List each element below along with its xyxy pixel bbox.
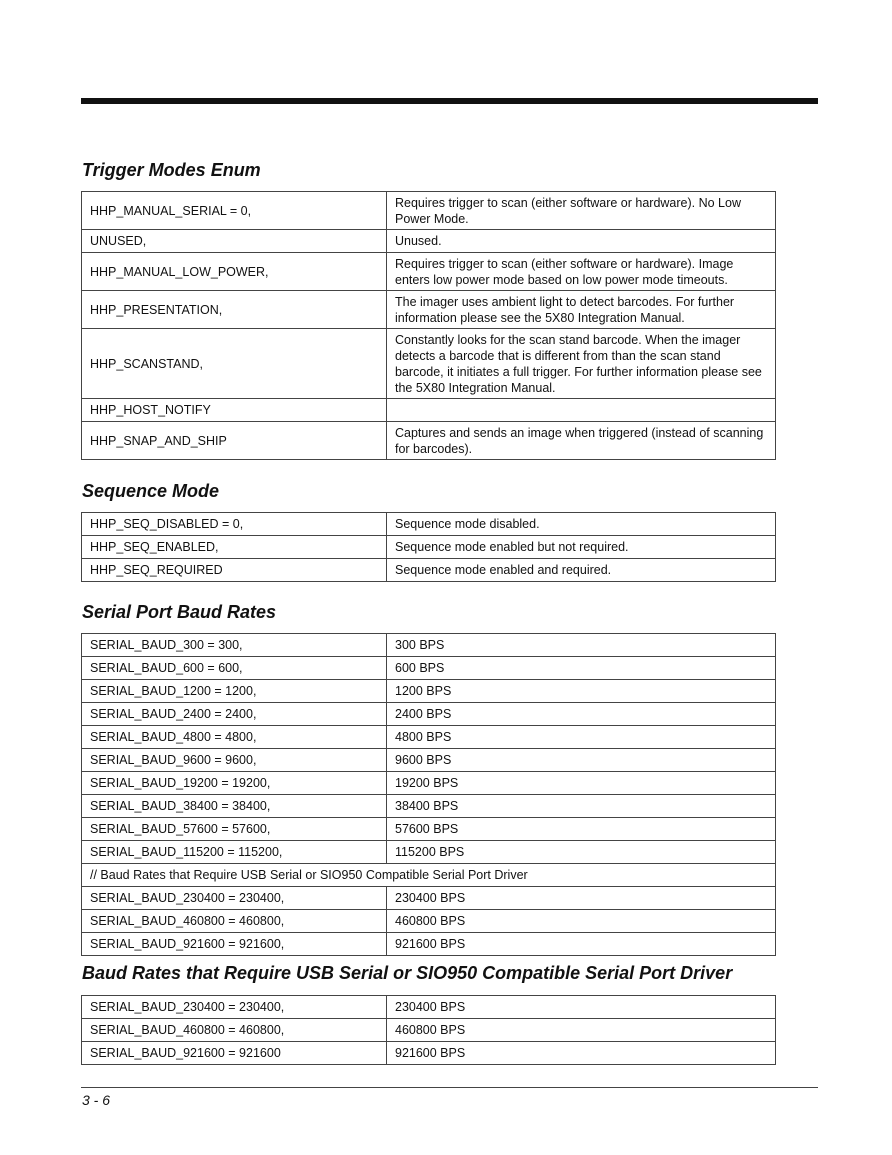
enum-name-cell: HHP_PRESENTATION, <box>82 291 387 329</box>
table-row <box>82 291 776 329</box>
table-row <box>82 887 776 910</box>
enum-desc-cell: Sequence mode enabled and required. <box>387 559 776 582</box>
enum-desc-cell: Captures and sends an image when triggered (instead of scanning for barcodes). <box>387 422 776 460</box>
table-row <box>82 422 776 460</box>
enum-desc-cell: 921600 BPS <box>387 933 776 956</box>
enum-desc-cell: 460800 BPS <box>387 910 776 933</box>
enum-name-cell: HHP_SEQ_ENABLED, <box>82 536 387 559</box>
table-row <box>82 818 776 841</box>
enum-desc-cell: 460800 BPS <box>387 1019 776 1042</box>
enum-desc-cell: Requires trigger to scan (either software or hardware). No Low Power Mode. <box>387 192 776 230</box>
enum-desc-cell: 230400 BPS <box>387 996 776 1019</box>
table-row <box>82 513 776 536</box>
table-row <box>82 634 776 657</box>
table-row <box>82 703 776 726</box>
enum-name-cell: SERIAL_BAUD_19200 = 19200, <box>82 772 387 795</box>
enum-desc-cell: 115200 BPS <box>387 841 776 864</box>
enum-desc-cell: Sequence mode disabled. <box>387 513 776 536</box>
enum-name-cell: SERIAL_BAUD_230400 = 230400, <box>82 996 387 1019</box>
table-row <box>82 559 776 582</box>
enum-name-cell: SERIAL_BAUD_921600 = 921600 <box>82 1042 387 1065</box>
code-comment-cell: // Baud Rates that Require USB Serial or SIO950 Compatible Serial Port Driver <box>82 864 776 887</box>
enum-desc-cell: Constantly looks for the scan stand barcode. When the imager detects a barcode that is different from than the scan stand barcode, it initiates a full trigger. For further information please see the 5X80 Integration Manual. <box>387 329 776 399</box>
table-row <box>82 399 776 422</box>
enum-name-cell: SERIAL_BAUD_230400 = 230400, <box>82 887 387 910</box>
enum-name-cell: HHP_SEQ_REQUIRED <box>82 559 387 582</box>
enum-desc-cell: The imager uses ambient light to detect barcodes. For further information please see the 5X80 Integration Manual. <box>387 291 776 329</box>
enum-desc-cell: 57600 BPS <box>387 818 776 841</box>
section-title-serial-baud-rates: Serial Port Baud Rates <box>82 602 277 622</box>
enum-desc-cell: Requires trigger to scan (either software or hardware). Image enters low power mode based on low power mode timeouts. <box>387 253 776 291</box>
enum-desc-cell: 300 BPS <box>387 634 776 657</box>
table-row <box>82 841 776 864</box>
enum-desc-cell: 9600 BPS <box>387 749 776 772</box>
table-row <box>82 726 776 749</box>
enum-name-cell: SERIAL_BAUD_600 = 600, <box>82 657 387 680</box>
enum-name-cell: SERIAL_BAUD_300 = 300, <box>82 634 387 657</box>
enum-name-cell: SERIAL_BAUD_115200 = 115200, <box>82 841 387 864</box>
table-row <box>82 996 776 1019</box>
enum-name-cell: SERIAL_BAUD_921600 = 921600, <box>82 933 387 956</box>
table-comment-row <box>82 864 776 887</box>
enum-desc-cell: 921600 BPS <box>387 1042 776 1065</box>
table-row <box>82 749 776 772</box>
enum-name-cell: HHP_MANUAL_SERIAL = 0, <box>82 192 387 230</box>
enum-desc-cell: Sequence mode enabled but not required. <box>387 536 776 559</box>
table-row <box>82 795 776 818</box>
enum-name-cell: SERIAL_BAUD_9600 = 9600, <box>82 749 387 772</box>
enum-desc-cell: 4800 BPS <box>387 726 776 749</box>
table-row <box>82 1019 776 1042</box>
table-row <box>82 772 776 795</box>
header-rule <box>81 98 818 104</box>
enum-desc-cell: 2400 BPS <box>387 703 776 726</box>
enum-name-cell: HHP_HOST_NOTIFY <box>82 399 387 422</box>
enum-name-cell: SERIAL_BAUD_1200 = 1200, <box>82 680 387 703</box>
enum-name-cell: SERIAL_BAUD_38400 = 38400, <box>82 795 387 818</box>
enum-desc-cell: Unused. <box>387 230 776 253</box>
footer-rule <box>81 1087 818 1088</box>
enum-name-cell: HHP_SEQ_DISABLED = 0, <box>82 513 387 536</box>
page-number: 3 - 6 <box>82 1092 111 1108</box>
table-row <box>82 680 776 703</box>
table-row <box>82 933 776 956</box>
enum-name-cell: HHP_MANUAL_LOW_POWER, <box>82 253 387 291</box>
usb-baud-rates-table <box>81 995 776 1065</box>
section-title-sequence-mode: Sequence Mode <box>82 481 220 501</box>
enum-name-cell: SERIAL_BAUD_57600 = 57600, <box>82 818 387 841</box>
table-row <box>82 329 776 399</box>
sequence-mode-table <box>81 512 776 582</box>
enum-name-cell: UNUSED, <box>82 230 387 253</box>
table-row <box>82 1042 776 1065</box>
enum-name-cell: HHP_SNAP_AND_SHIP <box>82 422 387 460</box>
enum-desc-cell: 230400 BPS <box>387 887 776 910</box>
enum-name-cell: SERIAL_BAUD_2400 = 2400, <box>82 703 387 726</box>
enum-desc-cell: 38400 BPS <box>387 795 776 818</box>
table-row <box>82 192 776 230</box>
enum-desc-cell: 1200 BPS <box>387 680 776 703</box>
table-row <box>82 230 776 253</box>
table-row <box>82 253 776 291</box>
table-row <box>82 910 776 933</box>
enum-name-cell: SERIAL_BAUD_460800 = 460800, <box>82 1019 387 1042</box>
enum-desc-cell: 600 BPS <box>387 657 776 680</box>
trigger-modes-table <box>81 191 776 460</box>
enum-name-cell: HHP_SCANSTAND, <box>82 329 387 399</box>
table-row <box>82 657 776 680</box>
enum-desc-cell: 19200 BPS <box>387 772 776 795</box>
enum-desc-cell <box>387 399 776 422</box>
section-title-trigger-modes: Trigger Modes Enum <box>82 160 261 180</box>
enum-name-cell: SERIAL_BAUD_4800 = 4800, <box>82 726 387 749</box>
enum-name-cell: SERIAL_BAUD_460800 = 460800, <box>82 910 387 933</box>
serial-baud-rates-table <box>81 633 776 956</box>
table-row <box>82 536 776 559</box>
section-title-usb-baud-rates: Baud Rates that Require USB Serial or SIO950 Compatible Serial Port Driver <box>82 963 733 983</box>
